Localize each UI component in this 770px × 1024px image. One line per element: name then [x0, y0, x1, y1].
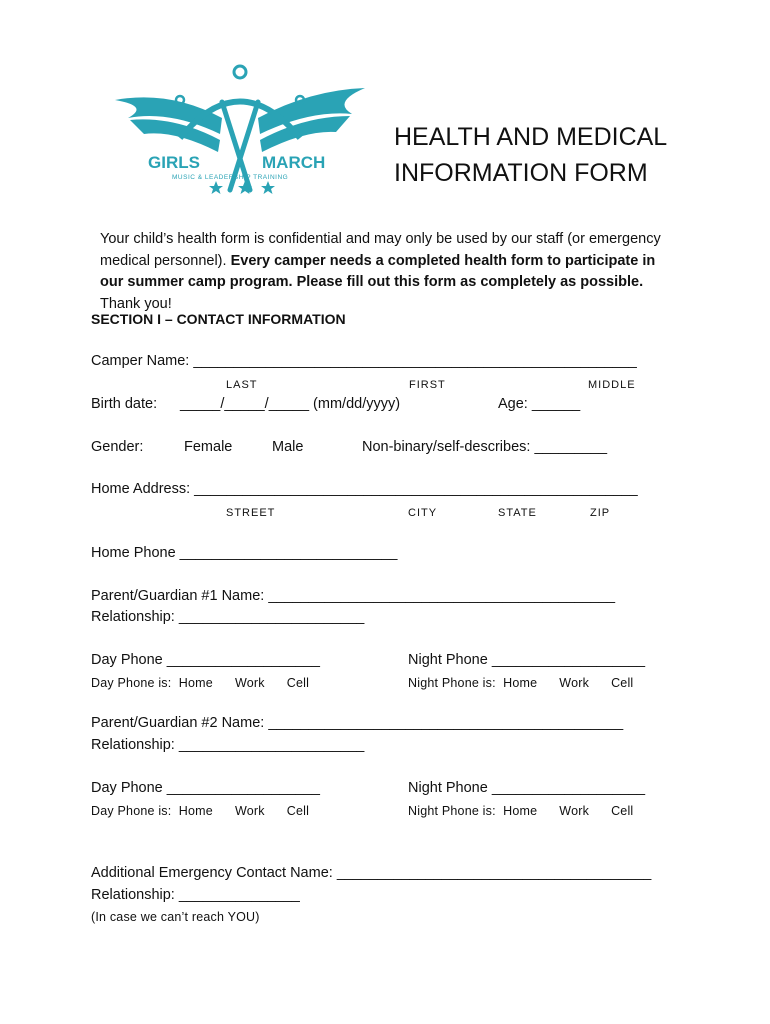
guardian1-night-phone-field[interactable]: Night Phone ___________________ — [408, 652, 646, 668]
gender-option-nonbinary[interactable]: Non-binary/self-describes: _________ — [362, 439, 608, 455]
emergency-contact-relationship-field[interactable]: Relationship: _______________ — [91, 887, 300, 903]
emergency-contact-name-field[interactable]: Additional Emergency Contact Name: _______________________________________ — [91, 865, 652, 881]
intro-bold-text: Every camper needs a completed health form to participate in our summer camp program. Please fill out this form as completely as possible. — [100, 252, 656, 290]
intro-thanks: Thank you! — [100, 295, 172, 312]
age-field[interactable]: Age: ______ — [498, 396, 581, 412]
guardian2-night-phone-field[interactable]: Night Phone ___________________ — [408, 780, 646, 796]
camper-name-middle-caption: MIDDLE — [588, 379, 636, 391]
home-phone-field[interactable]: Home Phone ___________________________ — [91, 545, 398, 561]
guardian2-name-field[interactable]: Parent/Guardian #2 Name: ____________________________________________ — [91, 715, 624, 731]
camper-name-field[interactable]: Camper Name: _______________________________________________________ — [91, 353, 637, 369]
gender-option-female[interactable]: Female — [184, 439, 233, 455]
logo-brand-left: GIRLS — [148, 153, 200, 172]
guardian1-name-field[interactable]: Parent/Guardian #1 Name: ___________________________________________ — [91, 588, 616, 604]
star-icon — [261, 181, 275, 194]
address-state-caption: STATE — [498, 507, 537, 519]
logo-brand-right: MARCH — [262, 153, 326, 172]
camper-name-first-caption: FIRST — [409, 379, 446, 391]
guardian1-day-phone-type[interactable]: Day Phone is: Home Work Cell — [91, 676, 310, 690]
address-city-caption: CITY — [408, 507, 438, 519]
star-icon — [209, 181, 223, 194]
birth-date-field[interactable]: _____/_____/_____ (mm/dd/yyyy) — [180, 396, 401, 412]
address-street-caption: STREET — [226, 507, 276, 519]
guardian1-day-phone-field[interactable]: Day Phone ___________________ — [91, 652, 320, 668]
guardian2-day-phone-field[interactable]: Day Phone ___________________ — [91, 780, 320, 796]
form-title-line2: INFORMATION FORM — [394, 159, 648, 187]
address-zip-caption: ZIP — [590, 507, 611, 519]
home-address-field[interactable]: Home Address: _______________________________________________________ — [91, 481, 638, 497]
guardian2-night-phone-type[interactable]: Night Phone is: Home Work Cell — [408, 804, 634, 818]
gender-option-male[interactable]: Male — [272, 439, 304, 455]
camper-name-last-caption: LAST — [226, 379, 258, 391]
birth-date-label: Birth date: — [91, 396, 158, 412]
form-title-line1: HEALTH AND MEDICAL — [394, 123, 668, 151]
girls-march-logo — [110, 60, 370, 200]
guardian2-relationship-field[interactable]: Relationship: _______________________ — [91, 737, 365, 753]
guardian2-day-phone-type[interactable]: Day Phone is: Home Work Cell — [91, 804, 310, 818]
intro-text: Your child’s health form is confidential and may only be used by our staff (or emergency medical personnel). — [100, 231, 661, 269]
gender-label: Gender: — [91, 439, 144, 455]
guardian1-relationship-field[interactable]: Relationship: _______________________ — [91, 609, 365, 625]
section-heading: SECTION I – CONTACT INFORMATION — [91, 311, 346, 327]
guardian1-night-phone-type[interactable]: Night Phone is: Home Work Cell — [408, 676, 634, 690]
logo-tagline: MUSIC & LEADERSHIP TRAINING — [172, 174, 289, 181]
intro-paragraph — [100, 229, 680, 315]
emergency-contact-note: (In case we can’t reach YOU) — [91, 910, 260, 924]
